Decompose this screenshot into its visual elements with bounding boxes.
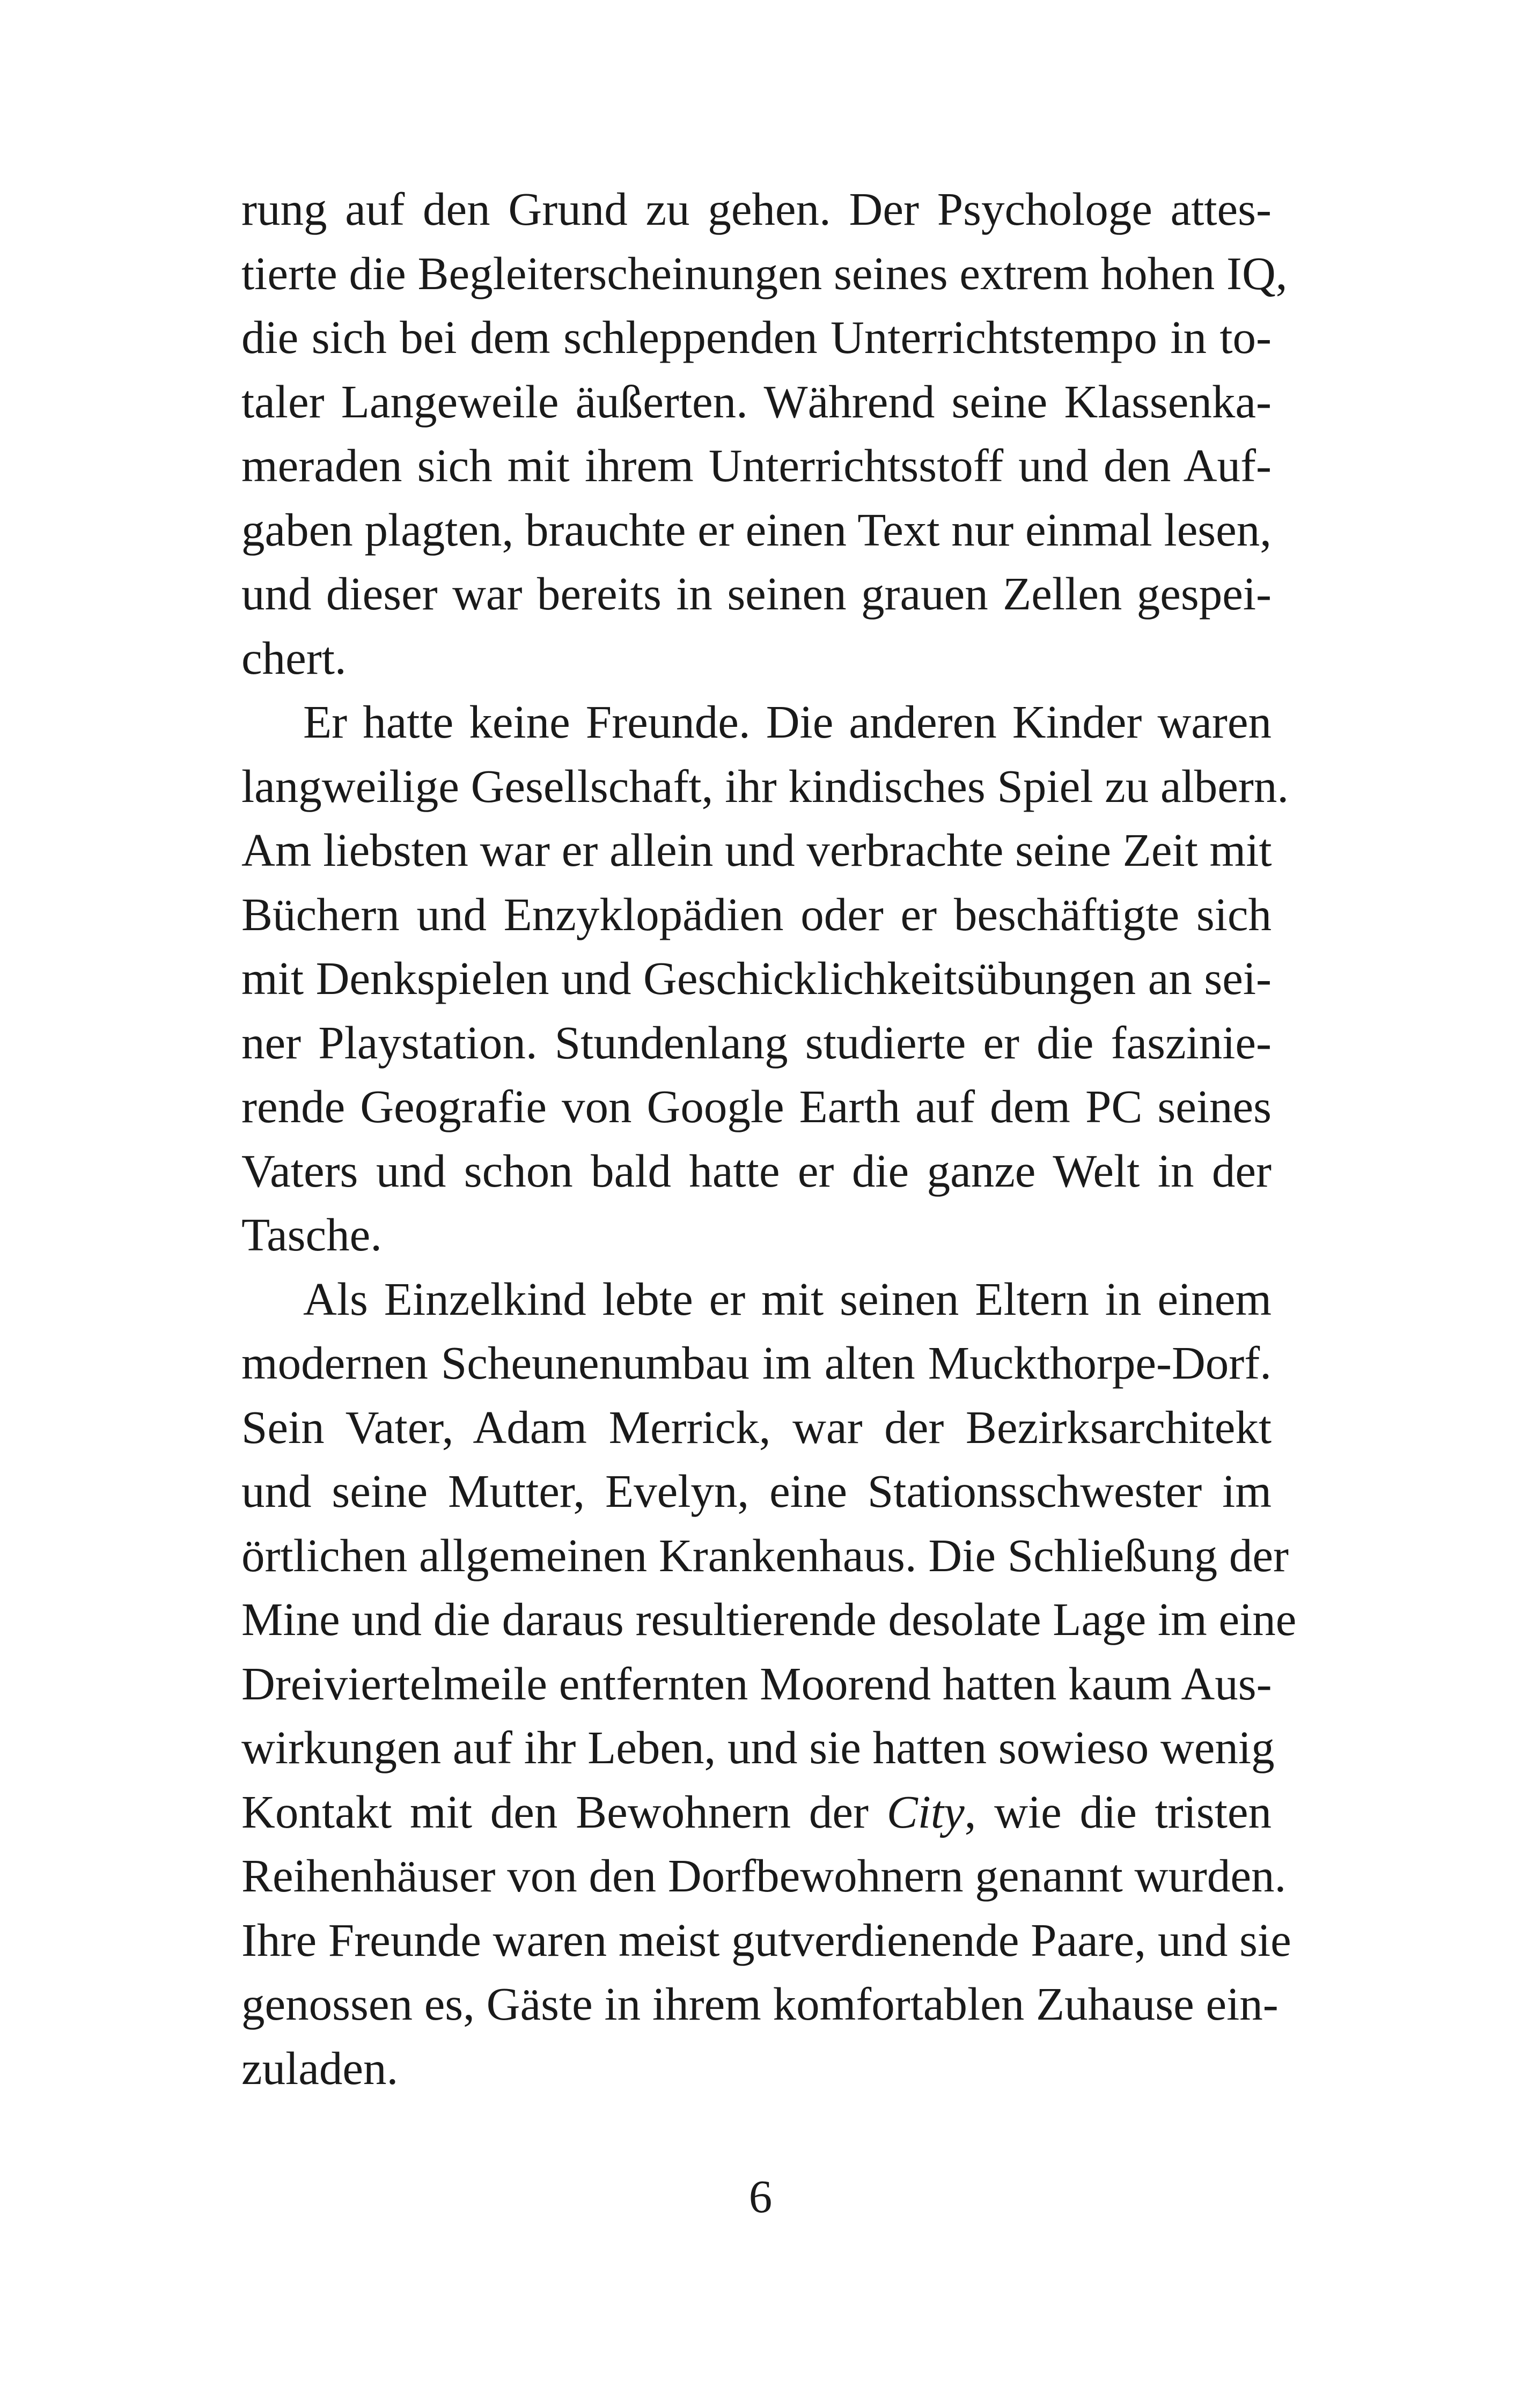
text-line: und seine Mutter, Evelyn, eine Stationsschwester im	[241, 1465, 1272, 1517]
text-line: Dreiviertelmeile entfernten Moorend hatten kaum Aus-	[241, 1657, 1272, 1710]
text-line: die sich bei dem schleppenden Unterrichtstempo in to-	[241, 311, 1272, 363]
text-line: ner Playstation. Stundenlang studierte er die faszinie-	[241, 1016, 1272, 1069]
page-number: 6	[748, 2170, 773, 2222]
text-line: modernen Scheunenumbau im alten Muckthorpe-Dorf.	[241, 1337, 1272, 1389]
text-line: und dieser war bereits in seinen grauen Zellen gespei-	[241, 568, 1272, 620]
paragraph	[241, 177, 1288, 690]
paragraph	[241, 690, 1289, 1267]
text-run: Kontakt mit den Bewohnern der	[241, 1785, 887, 1838]
text-line: taler Langeweile äußerten. Während seine Klassenka-	[241, 375, 1272, 428]
text-line: langweilige Gesellschaft, ihr kindisches Spiel zu albern.	[241, 760, 1289, 812]
text-line: Ihre Freunde waren meist gutverdienende Paare, und sie	[241, 1913, 1291, 1966]
text-run: , wie die tristen	[964, 1785, 1272, 1838]
text-line: zuladen.	[241, 2042, 399, 2094]
text-line: Reihenhäuser von den Dorfbewohnern genannt wurden.	[241, 1850, 1287, 1902]
text-line: Sein Vater, Adam Merrick, war der Bezirksarchitekt	[241, 1401, 1272, 1453]
text-line: Tasche.	[241, 1209, 383, 1261]
text-line: Mine und die daraus resultierende desolate Lage im eine	[241, 1593, 1297, 1645]
italic-term: City	[886, 1785, 965, 1838]
body-text	[241, 177, 1297, 2100]
text-line: mit Denkspielen und Geschicklichkeitsübungen an sei-	[241, 952, 1272, 1004]
text-line: örtlichen allgemeinen Krankenhaus. Die Schließung der	[241, 1529, 1289, 1581]
text-line: gaben plagten, brauchte er einen Text nur einmal lesen,	[241, 503, 1272, 556]
text-line: chert.	[241, 631, 347, 684]
text-line: Vaters und schon bald hatte er die ganze Welt in der	[241, 1144, 1272, 1197]
paragraph	[241, 1267, 1297, 2101]
text-line: genossen es, Gäste in ihrem komfortablen Zuhause ein-	[241, 1978, 1278, 2030]
text-line: Als Einzelkind lebte er mit seinen Eltern in einem	[303, 1272, 1272, 1325]
text-line: meraden sich mit ihrem Unterrichtsstoff und den Auf-	[241, 439, 1272, 491]
text-line: tierte die Begleiterscheinungen seines extrem hohen IQ,	[241, 247, 1288, 299]
text-line	[241, 1780, 1272, 1844]
text-line: Er hatte keine Freunde. Die anderen Kinder waren	[303, 696, 1272, 748]
text-line: rung auf den Grund zu gehen. Der Psychologe attes-	[241, 183, 1272, 235]
text-line: rende Geografie von Google Earth auf dem PC seines	[241, 1080, 1272, 1132]
text-line: Büchern und Enzyklopädien oder er beschäftigte sich	[241, 888, 1272, 940]
text-line: wirkungen auf ihr Leben, und sie hatten sowieso wenig	[241, 1721, 1275, 1773]
text-line: Am liebsten war er allein und verbrachte seine Zeit mit	[241, 824, 1272, 876]
